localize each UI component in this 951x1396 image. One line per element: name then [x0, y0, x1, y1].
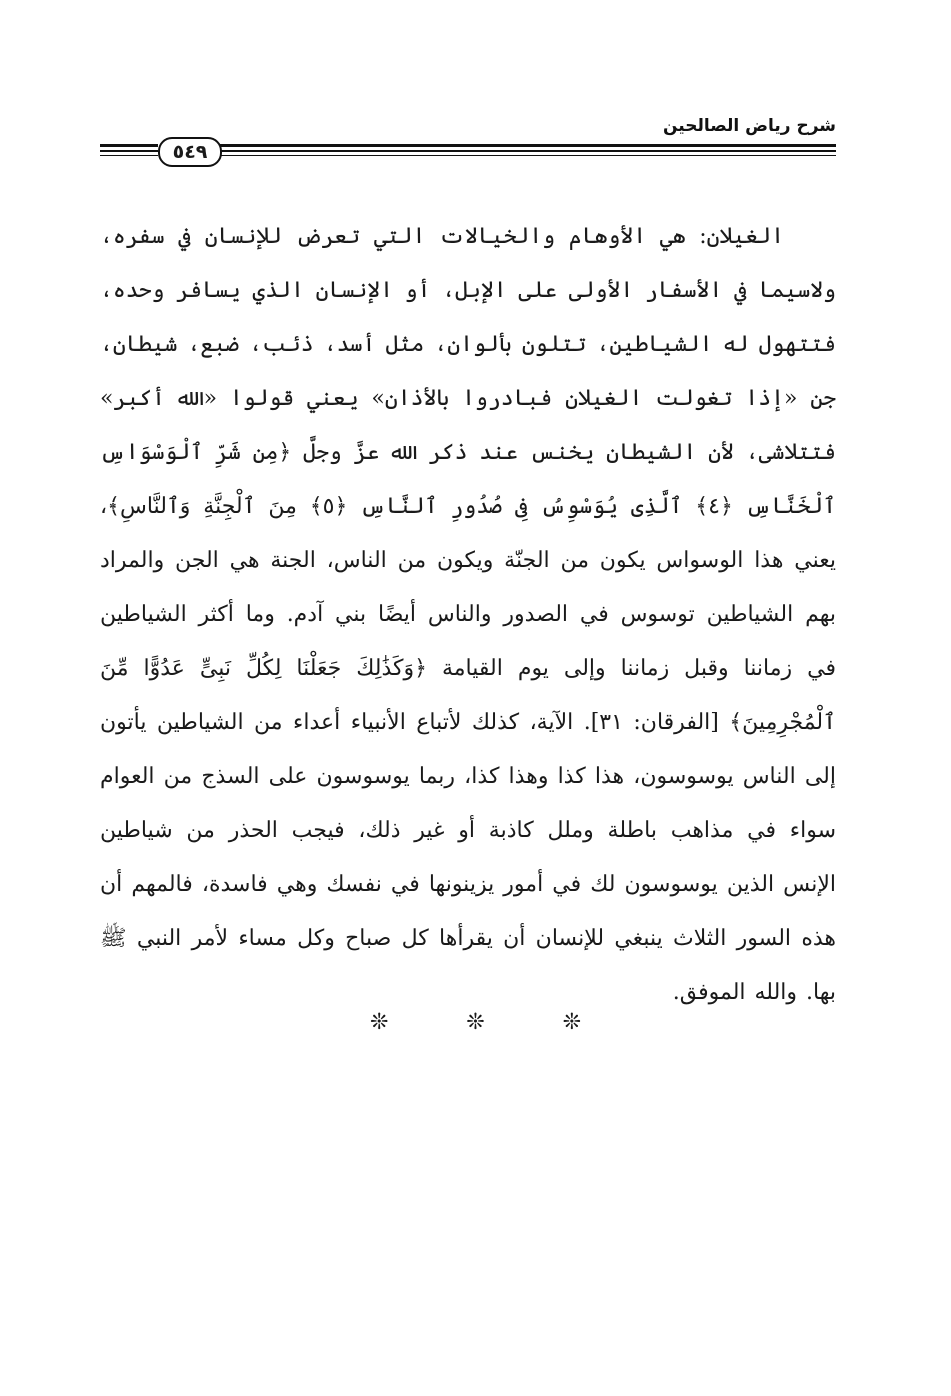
header-rule [218, 155, 836, 156]
page-header [100, 110, 836, 170]
paragraph: الغيلان: هي الأوهام والخيالات التي تعرض للإنسان في سفره، ولاسيما في الأسفار الأولى على الإبل، أو الإنسان الذي يسافر وحده، فتتهول له الشياطين، تتلون بألوان، مثل أسد، ذئب، ضبع، شيطان، جن «إذا تغولت الغيلان فبادروا بالأذان» يعني قولوا «الله أكبر» فتتلاشى، لأن الشيطان يخنس عند ذكر الله عزَّ وجلَّ ﴿مِن شَرِّ ٱلْوَسْوَاسِ ٱلْخَنَّاسِ ﴿٤﴾ ٱلَّذِى يُوَسْوِسُ فِى صُدُورِ ٱلنَّاسِ ﴿٥﴾ مِنَ ٱلْجِنَّةِ وَٱلنَّاسِ﴾، يعني هذا الوسواس يكون من الجنّة ويكون من الناس، الجنة هي الجن والمراد بهم الشياطين توسوس في الصدور والناس أيضًا بني آدم. وما أكثر الشياطين في زماننا وقبل زماننا وإلى يوم القيامة ﴿وَكَذَٰلِكَ جَعَلْنَا لِكُلِّ نَبِىٍّ عَدُوًّا مِّنَ ٱلْمُجْرِمِينَ﴾ [الفرقان: ٣١]. الآية، كذلك لأتباع الأنبياء أعداء من الشياطين يأتون إلى الناس يوسوسون، هذا كذا وهذا كذا، ربما يوسوسون على السذج من العوام سواء في مذاهب باطلة وملل كاذبة أو غير ذلك، فيجب الحذر من شياطين الإنس الذين يوسوسون لك في أمور يزينونها في نفسك وهي فاسدة، فالمهم أن هذه السور الثلاث ينبغي للإنسان أن يقرأها كل صباح وكل مساء لأمر النبي ﷺ بها. والله الموفق. [100, 224, 837, 1005]
header-rule [100, 155, 158, 156]
book-title: شرح رياض الصالحين [662, 116, 836, 136]
header-rule [100, 150, 158, 152]
section-separator [300, 1010, 651, 1035]
header-rule [218, 144, 836, 147]
header-rule [100, 144, 158, 147]
separator-ornament: ❊ [562, 1010, 581, 1035]
separator-ornament: ❊ [466, 1010, 485, 1035]
body-text [100, 210, 836, 1020]
separator-ornament: ❊ [370, 1010, 389, 1035]
page-number: ٥٤٩ [158, 137, 222, 167]
header-rule [218, 150, 836, 152]
